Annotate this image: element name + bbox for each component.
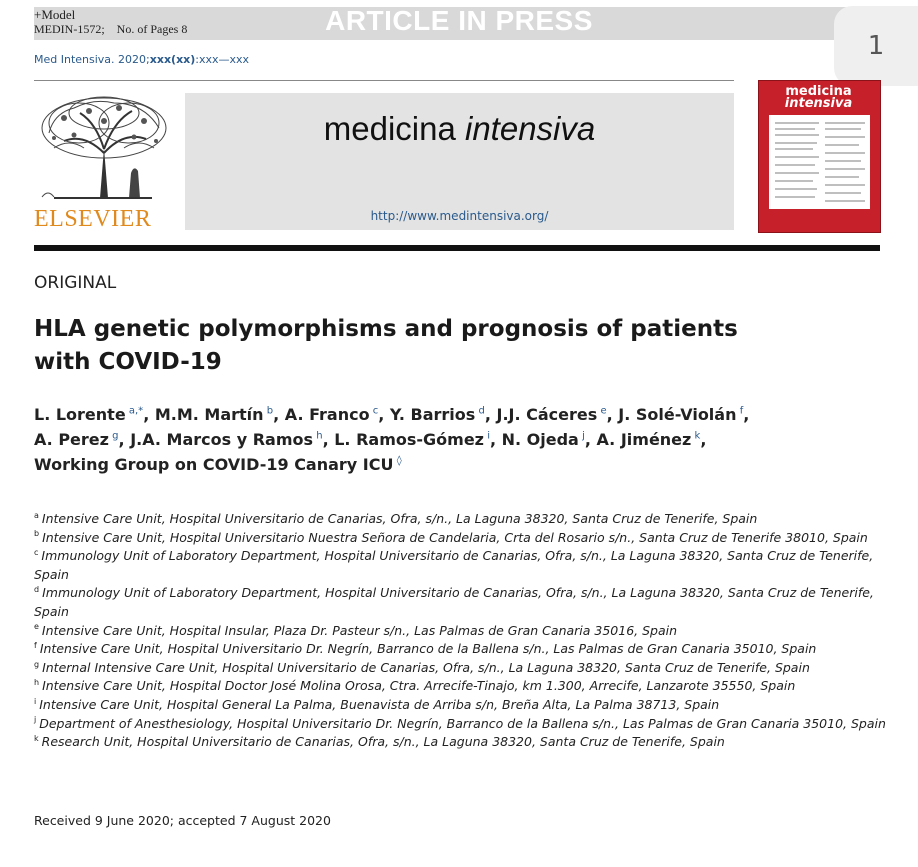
affiliation-text: Intensive Care Unit, Hospital Universitario Dr. Negrín, Barranco de la Ballena s/n., Las Palmas de Gran Canaria 35010, Spain [39, 641, 817, 657]
affiliation-item [34, 622, 894, 641]
page-count: No. of Pages 8 [116, 22, 188, 36]
affiliation-text: Intensive Care Unit, Hospital General La Palma, Buenavista de Arriba s/n, Breña Alta, La Palma 38713, Spain [39, 696, 720, 712]
affiliation-mark: e [34, 622, 39, 632]
author-name: A. Jiménez [596, 430, 692, 449]
author-name: Working Group on COVID-19 Canary ICU [34, 455, 394, 474]
top-divider [34, 80, 734, 81]
journal-name-italic: intensiva [465, 110, 596, 147]
author-affiliation-mark[interactable]: j [582, 430, 585, 442]
author-name: L. Ramos-Gómez [334, 430, 484, 449]
affiliation-item [34, 659, 894, 678]
affiliation-mark: h [34, 678, 40, 688]
author [497, 405, 607, 424]
journal-name [185, 110, 734, 148]
affiliation-item [34, 696, 894, 715]
affiliation-text: Immunology Unit of Laboratory Department, Hospital Universitario de Canarias, Ofra, s/n., La Laguna 38320, Santa Cruz de Tenerife, Spain [34, 548, 874, 582]
author-affiliation-mark[interactable]: i [487, 430, 490, 442]
author-affiliation-mark[interactable]: c [372, 405, 379, 417]
model-label: +Model [34, 7, 76, 22]
affiliation-item [34, 677, 894, 696]
affiliation-mark: b [34, 529, 40, 539]
affiliation-mark: j [34, 715, 37, 725]
affiliation-mark: c [34, 548, 39, 558]
elsevier-wordmark: ELSEVIER [34, 206, 152, 232]
author [285, 405, 379, 424]
affiliation-list [34, 510, 894, 752]
affiliation-mark: k [34, 733, 39, 743]
citation-volume: xxx(xx) [149, 53, 196, 66]
affiliation-item [34, 640, 894, 659]
affiliation-text: Intensive Care Unit, Hospital Insular, Plaza Dr. Pasteur s/n., Las Palmas de Gran Canaria 35016, Spain [41, 622, 678, 638]
affiliation-text: Department of Anesthesiology, Hospital Universitario Dr. Negrín, Barranco de la Ballena s/n., Las Palmas de Gran Canaria 35010, Spain [39, 715, 886, 731]
header-divider [34, 245, 880, 251]
author-name: M.M. Martín [154, 405, 264, 424]
author [130, 430, 322, 449]
author [618, 405, 743, 424]
citation-pages: :xxx—xxx [195, 53, 250, 66]
affiliation-item [34, 510, 894, 529]
affiliation-text: Internal Intensive Care Unit, Hospital Universitario de Canarias, Ofra, s/n., La Laguna 38320, Santa Cruz de Tenerife, Spain [42, 659, 810, 675]
author-name: J.J. Cáceres [496, 405, 598, 424]
author-affiliation-mark[interactable]: e [600, 405, 607, 417]
author-name: Y. Barrios [389, 405, 476, 424]
article-title: HLA genetic polymorphisms and prognosis of patients with COVID-19 [34, 316, 738, 375]
author [34, 405, 143, 424]
author [597, 430, 701, 449]
journal-url-link[interactable]: http://www.medintensiva.org/ [370, 209, 549, 223]
author-list: L. Lorente $^{a,*}$, M.M. Martín $^b$, A. Franco $^c$, Y. Barrios $^d$, J.J. Cáceres $^e$, J. Solé-Violán $^f$, A. Perez $^g$, J.A. Marcos y Ramos $^h$, L. Ramos-Gómez $^i$, N. Ojeda $^j$, A. Jiménez $^k$, Working Group on COVID-19 Canary ICU ◊ [34, 405, 750, 474]
affiliation-text: Research Unit, Hospital Universitario de Canarias, Ofra, s/n., La Laguna 38320, Santa Cruz de Tenerife, Spain [41, 734, 725, 750]
author-name: A. Perez [34, 430, 109, 449]
author-affiliation-mark[interactable]: ◊ [396, 455, 402, 467]
author-affiliation-mark[interactable]: f [739, 405, 744, 417]
affiliation-mark: i [34, 696, 37, 706]
author [34, 455, 402, 474]
author [34, 430, 119, 449]
article-in-press-banner: ARTICLE IN PRESS [325, 5, 593, 36]
author [502, 430, 585, 449]
author [334, 430, 490, 449]
author-name: J. Solé-Violán [618, 405, 737, 424]
author-affiliation-mark[interactable]: h [316, 430, 323, 442]
affiliation-text: Intensive Care Unit, Hospital Universitario Nuestra Señora de Candelaria, Crta del Rosario s/n., Santa Cruz de Tenerife 38010, Spain [42, 529, 868, 545]
author-affiliation-mark[interactable]: b [266, 405, 274, 417]
affiliation-item [34, 547, 894, 584]
received-dates: Received 9 June 2020; accepted 7 August 2020 [34, 813, 331, 828]
author-affiliation-mark[interactable]: g [112, 430, 119, 442]
affiliation-mark: d [34, 585, 40, 595]
affiliation-item [34, 715, 894, 734]
author-affiliation-mark[interactable]: a,* [128, 405, 144, 417]
journal-name-regular: medicina [323, 110, 456, 147]
affiliation-text: Intensive Care Unit, Hospital Universitario de Canarias, Ofra, s/n., La Laguna 38320, Santa Cruz de Tenerife, Spain [41, 511, 758, 526]
citation-prefix: Med Intensiva. 2020; [34, 53, 150, 66]
cover-title-line-2: intensiva [784, 96, 853, 111]
author-affiliation-mark[interactable]: d [478, 405, 485, 417]
author [390, 405, 485, 424]
affiliation-text: Immunology Unit of Laboratory Department, Hospital Universitario de Canarias, Ofra, s/n., La Laguna 38320, Santa Cruz de Tenerife, Spain [34, 585, 874, 619]
affiliation-item [34, 529, 894, 548]
cover-contents-icon [769, 115, 870, 209]
affiliation-mark: a [34, 510, 39, 520]
author-name: A. Franco [284, 405, 370, 424]
author-name: L. Lorente [34, 405, 126, 424]
author [155, 405, 273, 424]
author-affiliation-mark[interactable]: k [694, 430, 701, 442]
affiliation-item [34, 733, 894, 752]
affiliation-mark: g [34, 659, 40, 669]
elsevier-tree-logo-icon [34, 93, 174, 203]
cover-title-line-1: medicina [785, 84, 852, 99]
affiliation-mark: f [34, 641, 37, 650]
page-number-badge: 1 [834, 6, 918, 86]
affiliation-item [34, 584, 894, 621]
author-name: N. Ojeda [501, 430, 579, 449]
manuscript-id: MEDIN-1572; [34, 22, 105, 36]
author-name: J.A. Marcos y Ramos [130, 430, 314, 449]
affiliation-text: Intensive Care Unit, Hospital Doctor José Molina Orosa, Ctra. Arrecife-Tinajo, km 1.300, Arrecife, Lanzarote 35550, Spain [42, 678, 796, 694]
citation[interactable] [34, 53, 249, 66]
section-type: ORIGINAL [34, 273, 117, 293]
